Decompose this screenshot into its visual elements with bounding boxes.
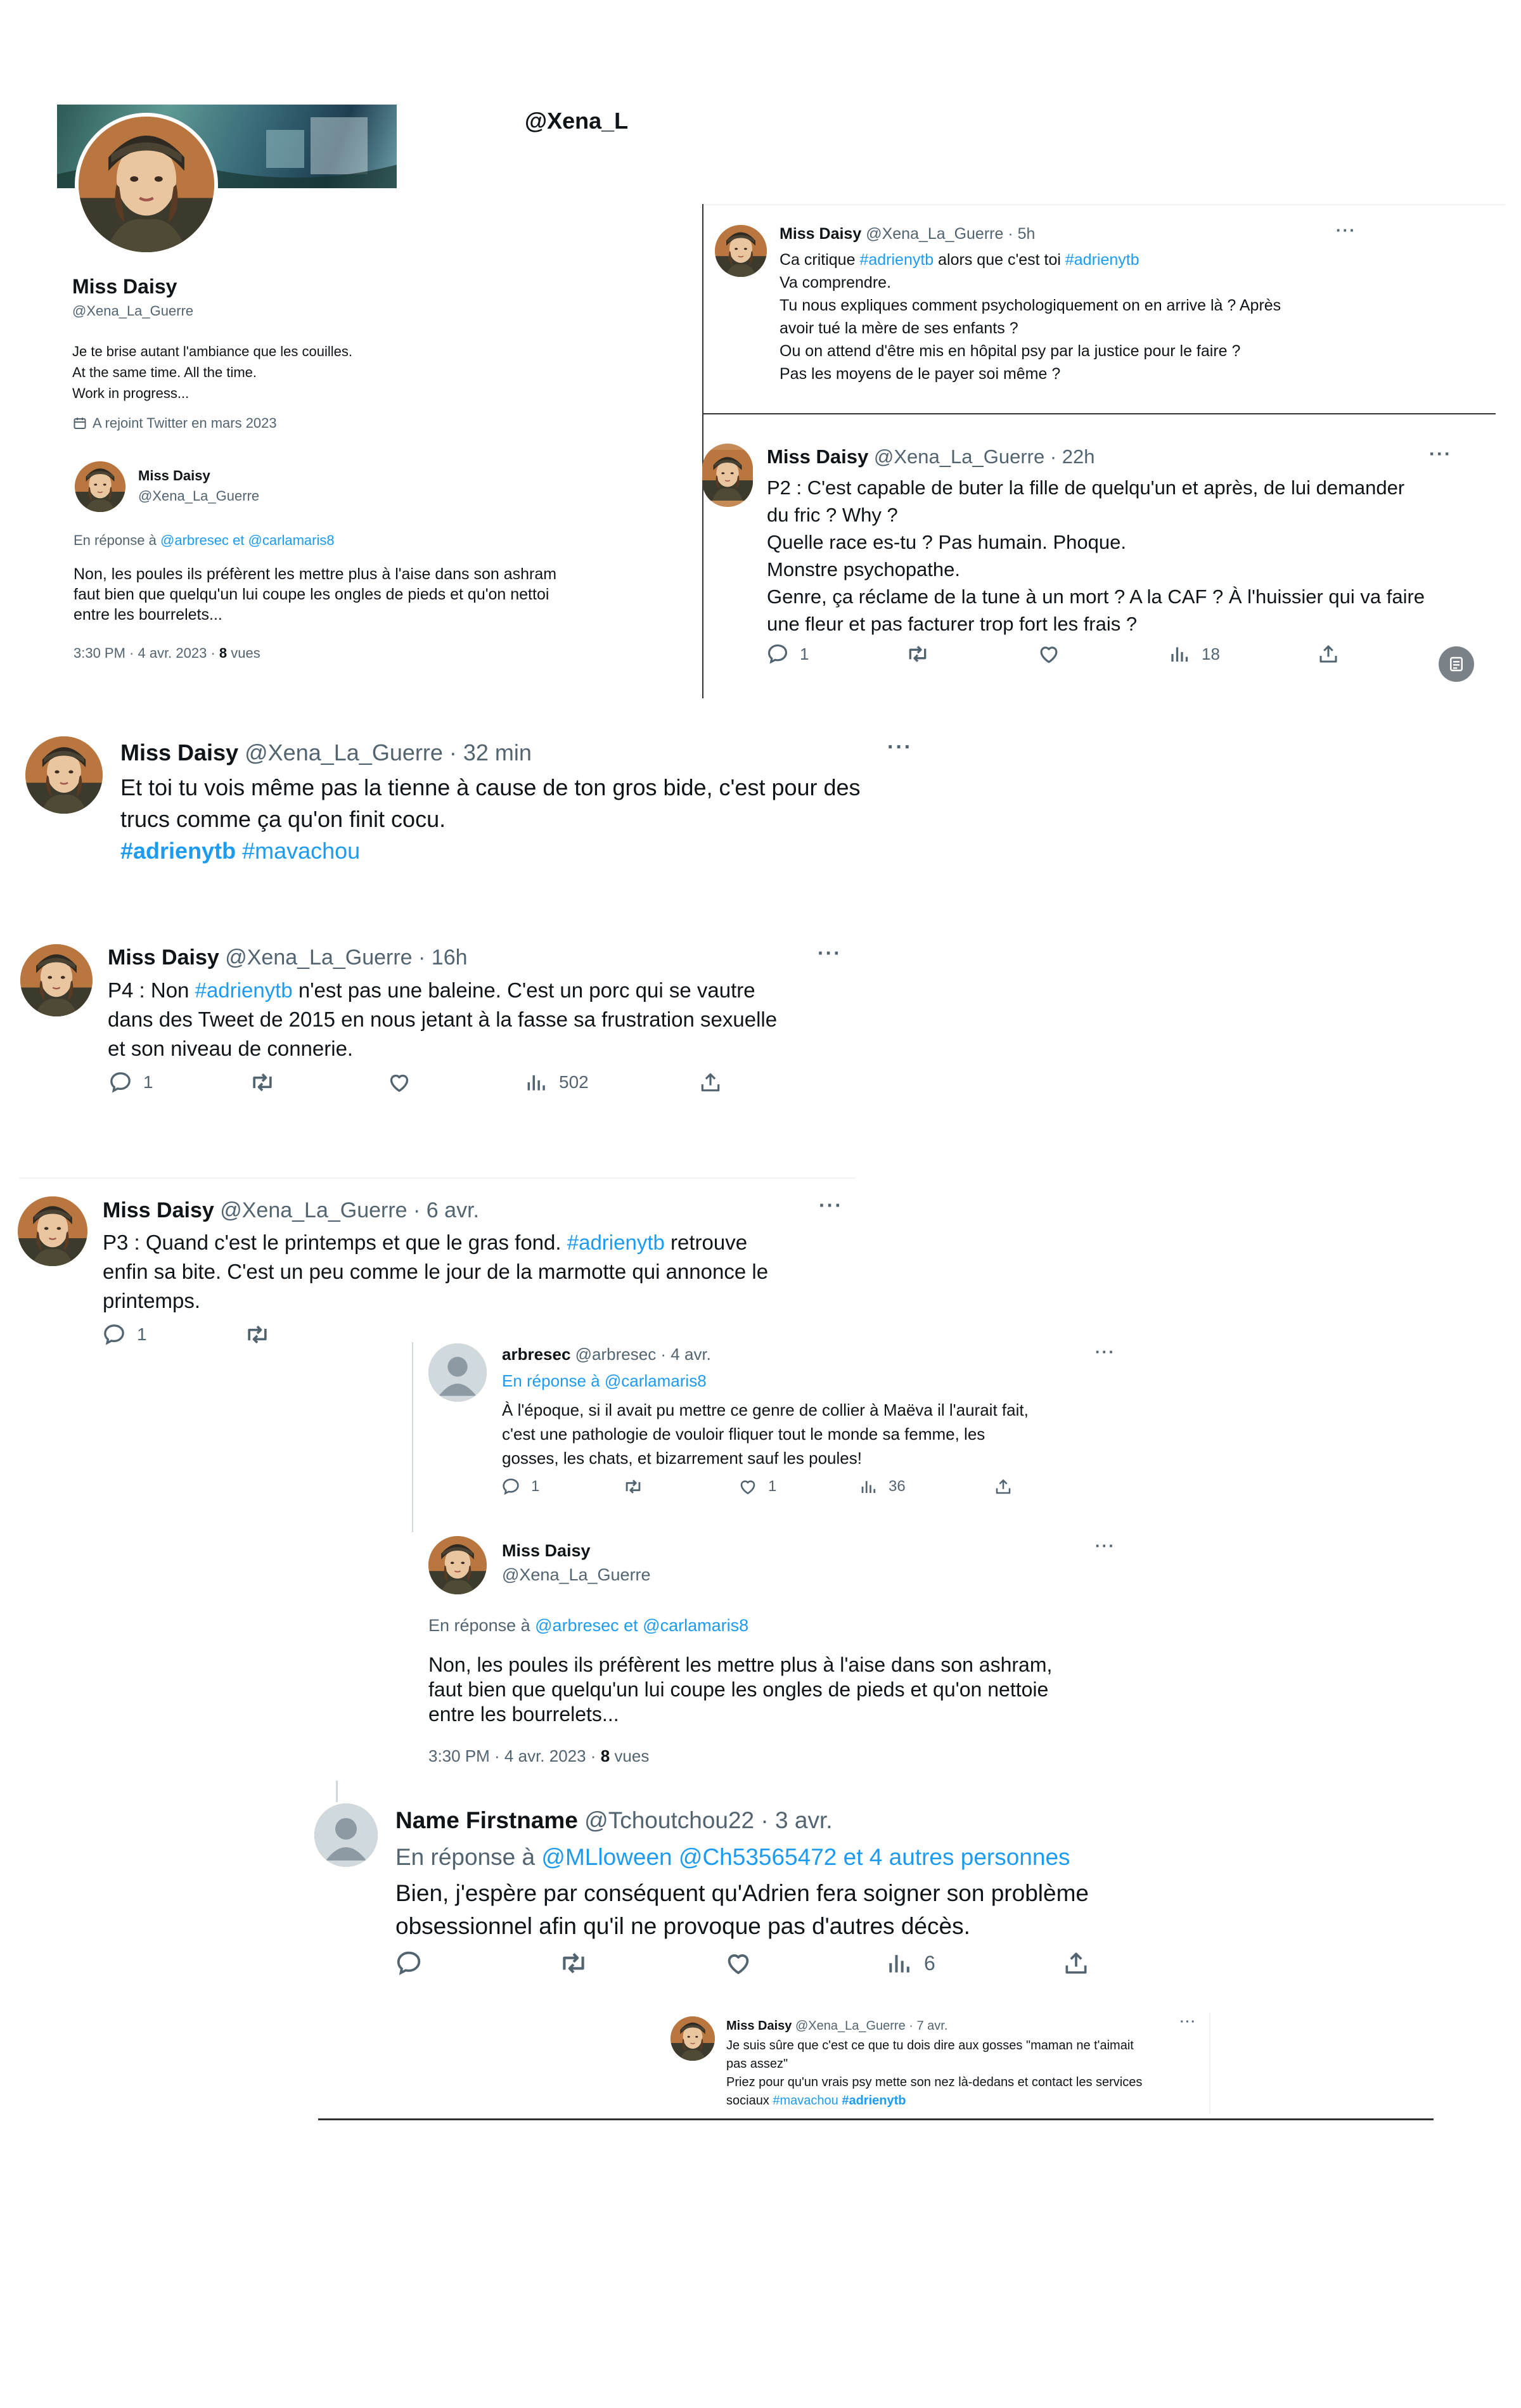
tweet-author-name[interactable]: Miss Daisy [726, 2019, 792, 2033]
reply-button[interactable] [766, 642, 809, 666]
tweet-line: faut bien que quelqu'un lui coupe les ongles de pieds et qu'on nettoi [74, 586, 549, 603]
joined-text: A rejoint Twitter en mars 2023 [93, 415, 277, 431]
thread-line [336, 1781, 338, 1802]
retweet-button[interactable] [243, 1321, 271, 1348]
tweet-author-name[interactable]: Miss Daisy [120, 740, 239, 765]
tweet-author-handle[interactable]: @arbresec · 4 avr. [575, 1345, 711, 1364]
tweet-line: une fleur et pas facturer trop fort les frais ? [767, 613, 1138, 635]
tweet-line [108, 976, 777, 1005]
heart-icon [1037, 642, 1061, 666]
views-count: 18 [1202, 644, 1220, 663]
tweet-line [726, 2092, 1142, 2110]
tweet-text [767, 474, 1425, 637]
avatar[interactable] [20, 944, 93, 1016]
text-segment: Ca critique [780, 251, 856, 269]
tweet-line: trucs comme ça qu'on finit cocu. [120, 806, 446, 832]
reply-count: 1 [137, 1324, 147, 1344]
retweet-icon [558, 1947, 589, 1979]
tweet-line: Va comprendre. [780, 274, 892, 291]
tweet-author-name[interactable]: Miss Daisy [502, 1541, 591, 1560]
reply-prefix: En réponse à [428, 1616, 530, 1635]
more-options-icon[interactable]: ··· [1095, 1536, 1115, 1555]
mention-link[interactable]: @carlamaris8 [248, 532, 335, 548]
avatar[interactable] [428, 1343, 487, 1402]
calendar-icon [72, 416, 87, 431]
mention-link[interactable]: @MLloween @Ch53565472 et 4 autres personnes [541, 1844, 1070, 1870]
like-button[interactable] [387, 1070, 412, 1095]
tweet-text [120, 772, 861, 867]
reply-button[interactable] [394, 1949, 423, 1978]
hashtag-link[interactable]: #adrienytb [859, 251, 934, 269]
analytics-icon [525, 1070, 549, 1094]
hashtag-link[interactable]: #adrienytb [842, 2094, 906, 2108]
reply-count: 1 [143, 1072, 153, 1092]
tweet-line: Je suis sûre que c'est ce que tu dois dire aux gosses "maman ne t'aimait [726, 2039, 1134, 2053]
tweet-author-handle[interactable]: @Xena_La_Guerre · 5h [866, 225, 1036, 243]
text-segment: P4 : Non [108, 978, 189, 1002]
tweet-author-handle[interactable]: @Xena_La_Guerre · 7 avr. [795, 2019, 948, 2033]
tweet-line: faut bien que quelqu'un lui coupe les ongles de pieds et qu'on nettoie [428, 1678, 1049, 1701]
tweet-line: Tu nous expliques comment psychologiquement on en arrive là ? Après [780, 297, 1281, 314]
avatar[interactable] [702, 444, 753, 507]
share-button[interactable] [994, 1477, 1013, 1496]
analytics-icon [1169, 643, 1191, 665]
divider [1209, 2013, 1210, 2114]
hashtag-link[interactable]: #adrienytb [195, 978, 293, 1002]
bio-line: At the same time. All the time. [72, 364, 257, 380]
avatar[interactable] [428, 1536, 487, 1594]
views-label: vues [614, 1746, 650, 1765]
tweet-line: Non, les poules ils préfèrent les mettre plus à l'aise dans son ashram, [428, 1653, 1053, 1676]
reply-count: 1 [800, 644, 809, 663]
views-button[interactable] [886, 1949, 935, 1977]
mention-link[interactable]: @arbresec [160, 532, 229, 548]
tweet-author-name[interactable]: arbresec [502, 1345, 571, 1364]
reply-context [74, 532, 335, 549]
more-options-icon[interactable]: ··· [819, 1194, 843, 1217]
hashtag-link[interactable]: #mavachou [773, 2094, 838, 2108]
avatar[interactable] [75, 461, 125, 512]
reply-context[interactable]: En réponse à @carlamaris8 [502, 1371, 707, 1390]
tweet-header [780, 225, 1035, 243]
avatar[interactable] [25, 736, 103, 814]
tweet-line: dans des Tweet de 2015 en nous jetant à la fasse sa frustration sexuelle [108, 1008, 778, 1031]
retweet-button[interactable] [558, 1947, 589, 1979]
tweet-header [103, 1198, 479, 1223]
heart-icon [724, 1949, 753, 1978]
reply-count: 1 [531, 1478, 540, 1495]
tweet-line: gosses, les chats, et bizarrement sauf les poules! [502, 1449, 862, 1468]
avatar[interactable] [314, 1803, 378, 1867]
tweet-text [103, 1228, 768, 1316]
tweet-header [108, 945, 468, 970]
tweet-author-name[interactable]: Miss Daisy [103, 1198, 214, 1222]
tweet-author-handle[interactable]: @Xena_La_Guerre · 32 min [245, 740, 532, 765]
share-icon [1062, 1949, 1090, 1977]
more-options-icon[interactable]: ··· [1095, 1342, 1115, 1361]
tweet-header [767, 445, 1094, 468]
mention-link[interactable]: @carlamaris8 [643, 1616, 749, 1635]
profile-handle: @Xena_La_Guerre [72, 303, 194, 319]
more-options-icon[interactable]: ··· [887, 735, 913, 759]
tweet-line: Monstre psychopathe. [767, 558, 961, 580]
hashtag-link[interactable]: #adrienytb [120, 838, 236, 864]
bio-line: Work in progress... [72, 385, 189, 401]
views-count: 36 [889, 1478, 906, 1495]
views-count: 6 [924, 1951, 935, 1975]
compose-fab-icon[interactable] [1439, 646, 1474, 682]
retweet-icon [243, 1321, 271, 1348]
analytics-icon [859, 1477, 878, 1496]
reply-context [428, 1616, 748, 1636]
tweet-author-handle[interactable]: @Xena_La_Guerre · 16h [225, 945, 468, 970]
tweet-line [780, 248, 1281, 271]
tweet-header [120, 740, 532, 766]
share-icon [994, 1477, 1013, 1496]
tweet-line: entre les bourrelets... [74, 606, 222, 624]
tweet-line: À l'époque, si il avait pu mettre ce genre de collier à Maëva il l'aurait fait, [502, 1400, 1029, 1419]
divider [703, 413, 1496, 414]
reply-context [395, 1844, 1070, 1871]
mention-link[interactable]: @arbresec [535, 1616, 619, 1635]
more-options-icon[interactable]: ··· [1336, 221, 1356, 240]
avatar[interactable] [18, 1196, 87, 1266]
tweet-line [103, 1228, 768, 1257]
tweet-line: avoir tué la mère de ses enfants ? [780, 319, 1018, 337]
tweet-line: Genre, ça réclame de la tune à un mort ? A la CAF ? À l'huissier qui va faire [767, 586, 1425, 608]
avatar[interactable] [671, 2016, 715, 2061]
tweet-text [502, 1398, 1029, 1470]
tweet-meta [428, 1746, 649, 1766]
reply-prefix: En réponse à [395, 1844, 536, 1870]
text-segment: sociaux [726, 2094, 769, 2108]
reply-prefix: En réponse à [74, 532, 157, 548]
tweet-line: printemps. [103, 1289, 201, 1312]
tweet-author-handle[interactable]: @Xena_La_Guerre [138, 488, 260, 504]
heart-icon [387, 1070, 412, 1095]
tweet-author-handle[interactable]: @Xena_La_Guerre · 6 avr. [220, 1198, 479, 1222]
like-button[interactable] [738, 1476, 776, 1497]
thread-line [412, 1342, 413, 1532]
profile-bio [72, 341, 352, 404]
tweet-line: obsessionnel afin qu'il ne provoque pas d'autres décès. [395, 1913, 970, 1939]
tweet-text [395, 1877, 1089, 1943]
tweet-author-name[interactable]: Miss Daisy [767, 445, 869, 468]
tweet-text [108, 976, 777, 1063]
tweet-line: Non, les poules ils préfèrent les mettre plus à l'aise dans son ashram [74, 565, 557, 583]
more-options-icon[interactable]: ··· [1429, 444, 1452, 464]
views-label: vues [231, 645, 260, 661]
tweet-line: du fric ? Why ? [767, 504, 898, 526]
reply-icon [394, 1949, 423, 1978]
reply-button[interactable] [101, 1322, 147, 1347]
tweet-line: Ou on attend d'être mis en hôpital psy par la justice pour le faire ? [780, 342, 1241, 360]
text-segment: alors que c'est toi [938, 251, 1061, 269]
profile-avatar[interactable] [75, 113, 218, 256]
retweet-icon [248, 1068, 276, 1096]
tweet-line: Quelle race es-tu ? Pas humain. Phoque. [767, 531, 1126, 553]
reply-icon [766, 642, 790, 666]
views-count: 8 [600, 1746, 610, 1765]
tweet-line: Pas les moyens de le payer soi même ? [780, 365, 1061, 383]
tweet-header [502, 1345, 711, 1364]
profile-joined [72, 415, 277, 432]
tweet-line [120, 835, 861, 867]
views-button[interactable] [859, 1477, 906, 1496]
tweet-author-handle[interactable]: @Xena_La_Guerre [502, 1565, 651, 1584]
tweet-author-name[interactable]: Name Firstname [395, 1807, 578, 1833]
share-icon [1317, 643, 1340, 665]
tweet-text [74, 564, 631, 625]
tweet-line: entre les bourrelets... [428, 1703, 619, 1726]
retweet-icon [905, 641, 930, 667]
tweet-text [726, 2037, 1142, 2110]
reply-button[interactable] [108, 1070, 153, 1095]
divider [318, 2118, 1434, 2120]
reply-and: et [624, 1616, 638, 1635]
tweet-timestamp[interactable]: 3:30 PM · 4 avr. 2023 · [428, 1746, 596, 1765]
views-count: 8 [219, 645, 228, 661]
tweet-author-handle[interactable]: @Tchoutchou22 · 3 avr. [584, 1807, 833, 1833]
views-count: 502 [559, 1072, 589, 1092]
tweet-line: et son niveau de connerie. [108, 1037, 354, 1060]
reply-icon [501, 1476, 521, 1497]
tweet-line: c'est une pathologie de vouloir fliquer tout le monde sa femme, les [502, 1425, 985, 1444]
retweet-button[interactable] [622, 1476, 644, 1497]
heart-icon [738, 1476, 758, 1497]
reply-icon [101, 1322, 127, 1347]
hashtag-link[interactable]: #adrienytb [567, 1231, 665, 1254]
text-segment: n'est pas une baleine. C'est un porc qui se vautre [298, 978, 755, 1002]
thread-line [702, 204, 703, 698]
text-segment: retrouve [671, 1231, 748, 1254]
tweet-line: Bien, j'espère par conséquent qu'Adrien fera soigner son problème [395, 1880, 1089, 1906]
tweet-author-name[interactable]: Miss Daisy [108, 945, 219, 970]
retweet-button[interactable] [905, 641, 930, 667]
divider [703, 204, 1505, 205]
views-button[interactable] [1169, 643, 1220, 665]
retweet-button[interactable] [248, 1068, 276, 1096]
tweet-text [780, 248, 1281, 385]
like-count: 1 [768, 1478, 777, 1495]
tweet-line: enfin sa bite. C'est un peu comme le jour de la marmotte qui annonce le [103, 1260, 769, 1283]
like-button[interactable] [724, 1949, 753, 1978]
views-button[interactable] [525, 1070, 589, 1094]
tweet-timestamp[interactable]: 3:30 PM · 4 avr. 2023 · [74, 645, 215, 661]
share-button[interactable] [1317, 643, 1340, 665]
profile-display-name: Miss Daisy [72, 275, 177, 298]
analytics-icon [886, 1949, 914, 1977]
more-options-icon[interactable]: ··· [1180, 2015, 1197, 2029]
bio-line: Je te brise autant l'ambiance que les couilles. [72, 343, 353, 359]
tweet-author-name[interactable]: Miss Daisy [138, 468, 210, 484]
hashtag-link[interactable]: #mavachou [242, 838, 361, 864]
profile-header-handle: @Xena_L [525, 108, 629, 134]
tweet-line: pas assez" [726, 2057, 788, 2071]
reply-button[interactable] [501, 1476, 539, 1497]
more-options-icon[interactable]: ··· [818, 942, 842, 964]
tweet-author-handle[interactable]: @Xena_La_Guerre · 22h [873, 445, 1095, 468]
avatar[interactable] [715, 225, 767, 277]
text-segment: P3 : Quand c'est le printemps et que le gras fond. [103, 1231, 562, 1254]
retweet-icon [622, 1476, 644, 1497]
tweet-line: P2 : C'est capable de buter la fille de quelqu'un et après, de lui demander [767, 477, 1405, 499]
tweet-header [726, 2019, 947, 2033]
tweet-text [428, 1653, 1052, 1727]
tweet-line: Priez pour qu'un vrais psy mette son nez là-dedans et contact les services [726, 2075, 1143, 2089]
tweet-header [395, 1807, 833, 1834]
divider [19, 1177, 856, 1179]
like-button[interactable] [1037, 642, 1061, 666]
tweet-line: Et toi tu vois même pas la tienne à cause de ton gros bide, c'est pour des [120, 774, 861, 800]
share-icon [698, 1070, 722, 1094]
tweet-meta [74, 645, 260, 662]
share-button[interactable] [1062, 1949, 1090, 1977]
share-button[interactable] [698, 1070, 722, 1094]
reply-and: et [233, 532, 245, 548]
tweet-author-name[interactable]: Miss Daisy [780, 225, 862, 243]
reply-icon [108, 1070, 133, 1095]
hashtag-link[interactable]: #adrienytb [1065, 251, 1139, 269]
